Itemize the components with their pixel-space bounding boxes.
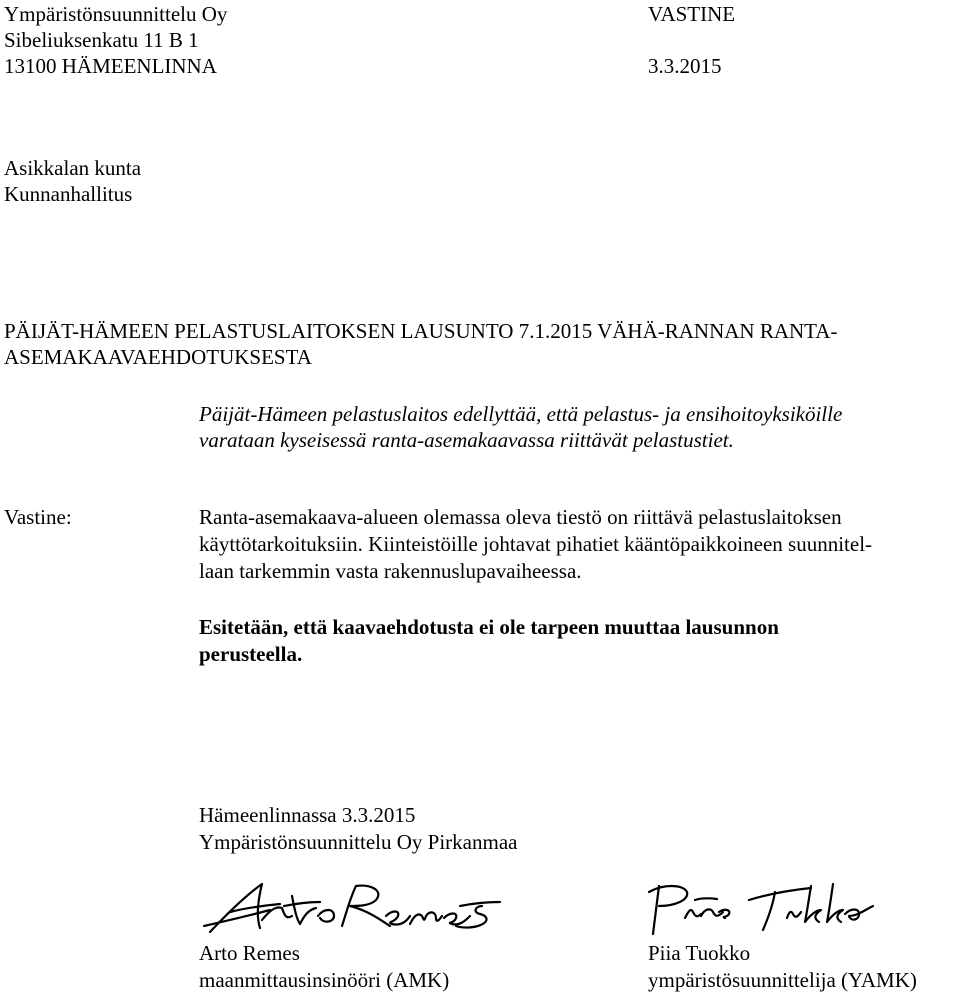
sender-street: Sibeliuksenkatu 11 B 1 <box>4 28 199 52</box>
document-type: VASTINE <box>648 2 736 26</box>
recipient-line2: Kunnanhallitus <box>4 182 133 206</box>
closing-organization: Ympäristönsuunnittelu Oy Pirkanmaa <box>199 830 518 854</box>
signature-piia-tuokko <box>645 878 885 938</box>
response-line2: käyttötarkoituksiin. Kiinteistöille johtavat pihatiet kääntöpaikkoineen suunnitel- <box>199 532 873 556</box>
signature-arto-remes <box>200 876 510 938</box>
document-date: 3.3.2015 <box>648 54 722 78</box>
response-line1: Ranta-asemakaava-alueen olemassa oleva tiestö on riittävä pelastuslaitoksen <box>199 505 842 529</box>
subject-line2: ASEMAKAAVAEHDOTUKSESTA <box>4 345 312 369</box>
signatory-title-2: ympäristösuunnittelija (YAMK) <box>648 968 917 992</box>
signatory-title-1: maanmittausinsinööri (AMK) <box>199 968 450 992</box>
subject-line1: PÄIJÄT-HÄMEEN PELASTUSLAITOKSEN LAUSUNTO 7.1.2015 VÄHÄ-RANNAN RANTA- <box>4 319 838 343</box>
response-label: Vastine: <box>4 505 72 529</box>
conclusion-line2: perusteella. <box>199 642 303 666</box>
conclusion-line1: Esitetään, että kaavaehdotusta ei ole tarpeen muuttaa lausunnon <box>199 615 779 639</box>
signatory-name-1: Arto Remes <box>199 941 300 965</box>
statement-line1: Päijät-Hämeen pelastuslaitos edellyttää, että pelastus- ja ensihoitoyksiköille <box>199 402 843 426</box>
sender-city: 13100 HÄMEENLINNA <box>4 54 217 78</box>
sender-company: Ympäristönsuunnittelu Oy <box>4 2 228 26</box>
signatory-name-2: Piia Tuokko <box>648 941 751 965</box>
response-line3: laan tarkemmin vasta rakennuslupavaiheessa. <box>199 559 582 583</box>
closing-place-date: Hämeenlinnassa 3.3.2015 <box>199 803 416 827</box>
recipient-line1: Asikkalan kunta <box>4 156 142 180</box>
statement-line2: varataan kyseisessä ranta-asemakaavassa riittävät pelastustiet. <box>199 428 734 452</box>
